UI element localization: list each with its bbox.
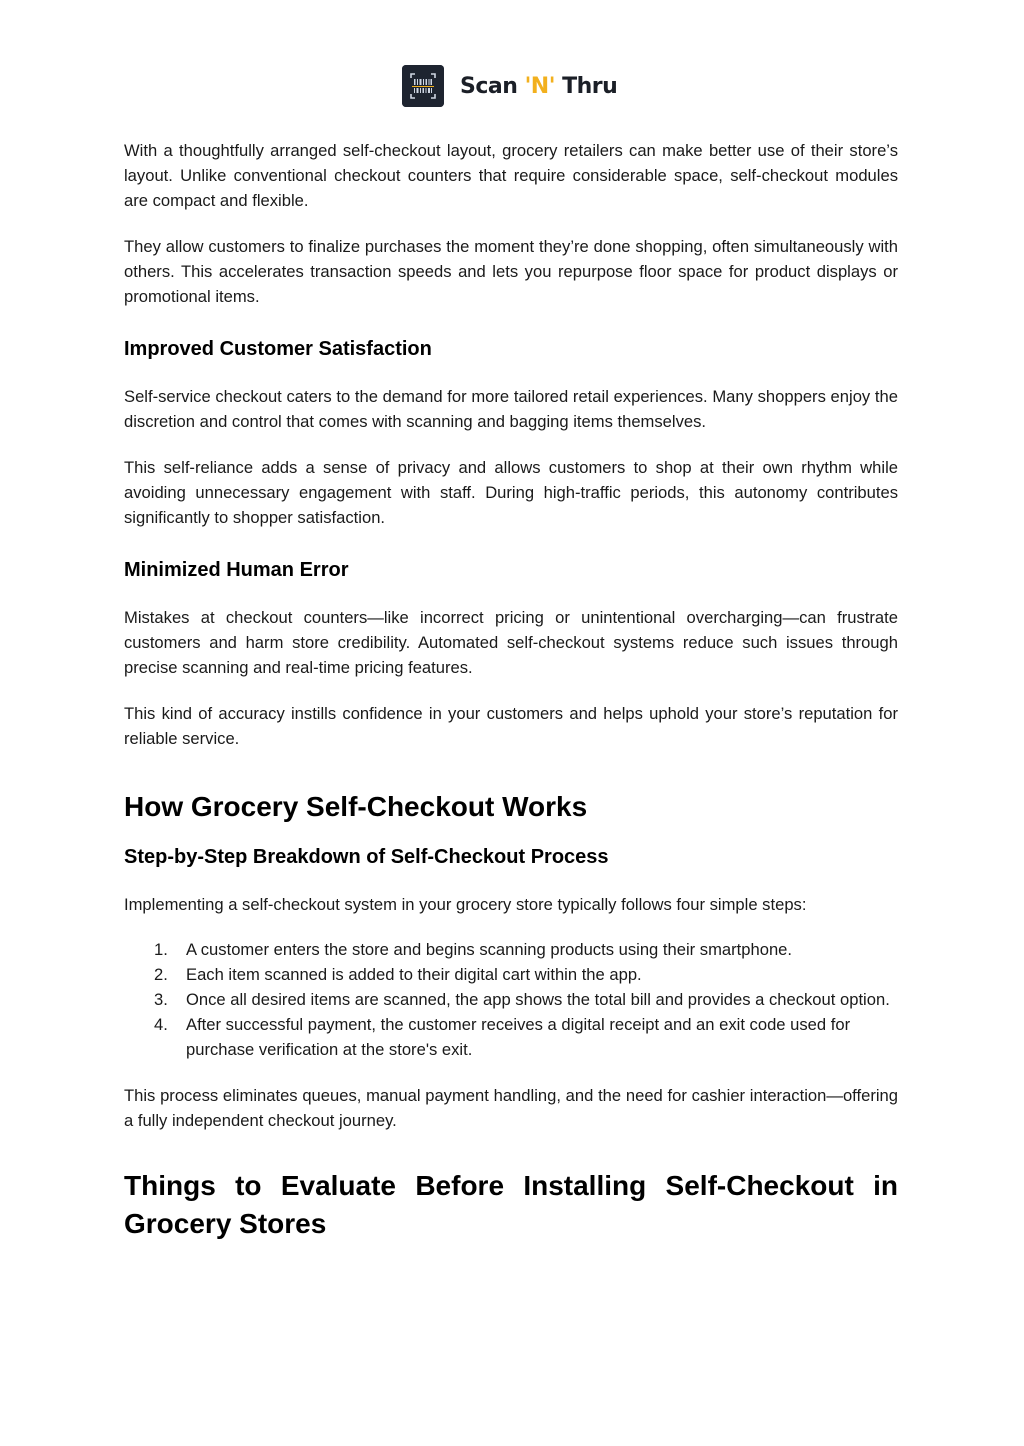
satisfaction-paragraph-2: This self-reliance adds a sense of privacy and allows customers to shop at their own rhythm while avoiding unnecessary engagement with staff. During high-traffic periods, this autonomy contributes significantly to shopper satisfaction. [124, 458, 898, 527]
heading-how-self-checkout-works: How Grocery Self-Checkout Works [124, 791, 588, 822]
satisfaction-paragraph-1: Self-service checkout caters to the demand for more tailored retail experiences. Many shoppers enjoy the discretion and control that comes with scanning and bagging items themselves. [124, 387, 898, 431]
list-item: 4. After successful payment, the customer receives a digital receipt and an exit code used for purchase verification at the store's exit. [154, 1015, 851, 1059]
article-body [124, 138, 898, 1243]
list-item: 2. Each item scanned is added to their digital cart within the app. [154, 965, 642, 984]
how-intro-paragraph: Implementing a self-checkout system in your grocery store typically follows four simple steps: [124, 895, 807, 914]
intro-paragraph-2: They allow customers to finalize purchases the moment they’re done shopping, often simultaneously with others. This accelerates transaction speeds and lets you repurpose floor space for product displays or promotional items. [124, 237, 898, 306]
intro-paragraph-1: With a thoughtfully arranged self-checkout layout, grocery retailers can make better use of their store’s layout. Unlike conventional checkout counters that require considerable space, self-checkout modules are compact and flexible. [124, 141, 898, 210]
heading-improved-customer-satisfaction: Improved Customer Satisfaction [124, 338, 432, 360]
subheading-step-by-step: Step-by-Step Breakdown of Self-Checkout Process [124, 846, 609, 868]
barcode-scan-icon [402, 65, 444, 107]
brand-logo [402, 64, 617, 108]
how-outro-paragraph: This process eliminates queues, manual payment handling, and the need for cashier interaction—offering a fully independent checkout journey. [124, 1086, 898, 1130]
steps-list [124, 937, 898, 1062]
brand-name: Scan 'N' Thru [460, 73, 618, 99]
heading-minimized-human-error: Minimized Human Error [124, 559, 349, 581]
error-paragraph-2: This kind of accuracy instills confidence in your customers and helps uphold your store’s reputation for reliable service. [124, 704, 898, 748]
heading-things-to-evaluate: Things to Evaluate Before Installing Self-Checkout in Grocery Stores [124, 1170, 898, 1239]
list-item: 1. A customer enters the store and begins scanning products using their smartphone. [154, 940, 793, 959]
error-paragraph-1: Mistakes at checkout counters—like incorrect pricing or unintentional overcharging—can frustrate customers and harm store credibility. Automated self-checkout systems reduce such issues through precise scanning and real-time pricing features. [124, 608, 898, 677]
list-item: 3. Once all desired items are scanned, the app shows the total bill and provides a checkout option. [154, 990, 890, 1009]
